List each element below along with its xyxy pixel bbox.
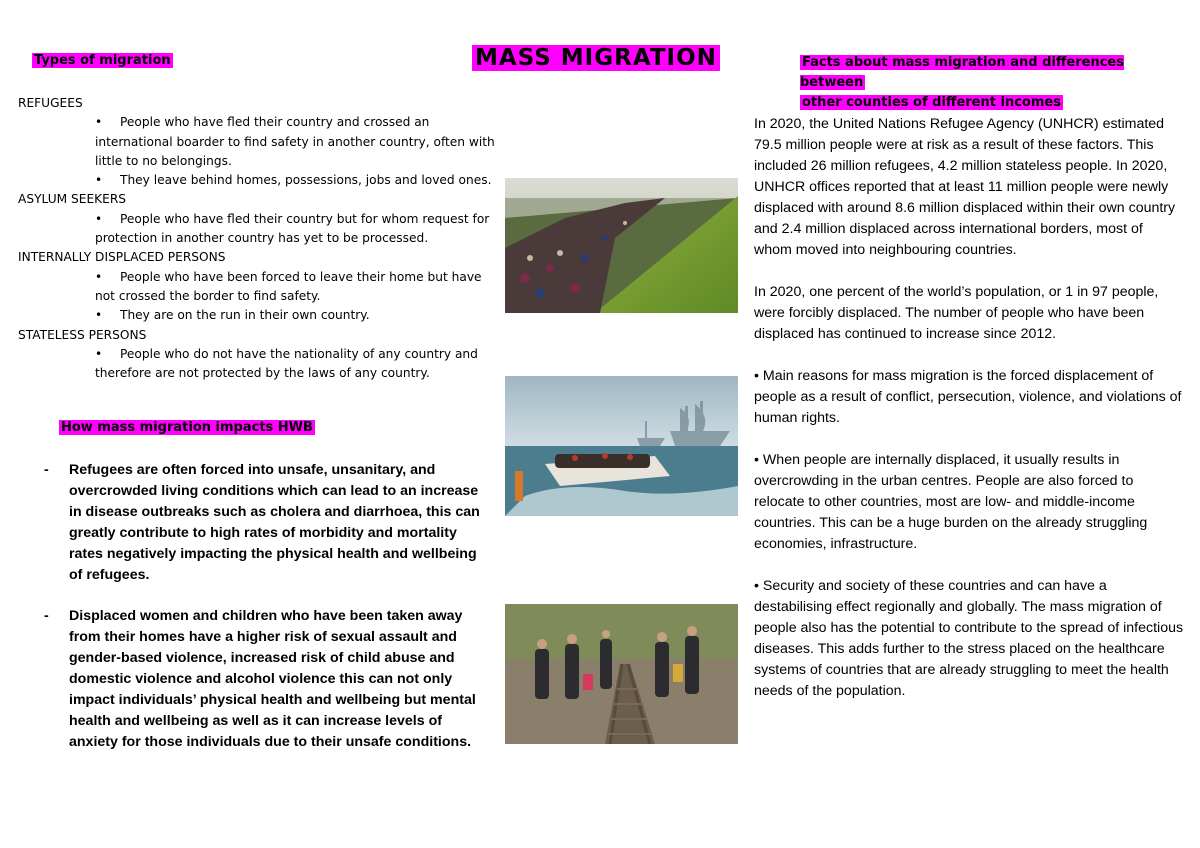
bullet-icon: •: [95, 269, 103, 284]
list-item: • People who have fled their country but for whom request for protection in another country has yet to be processed.: [95, 211, 490, 246]
category-refugees: REFUGEES: [18, 96, 83, 110]
list-item: - Displaced women and children who have been taken away from their homes have a higher risk of sexual assault and gender-based violence, increased risk of child abuse and domestic violence and alcohol violence this can not only impact individuals’ physical health and wellbeing but mental health and wellbeing as well as it can increase levels of anxiety for those individuals due to their unsafe conditions.: [44, 608, 476, 750]
types-heading: Types of migration: [34, 53, 171, 68]
facts-paragraph: • Security and society of these countries and can have a destabilising effect regionally and globally. The mass migration of people also has the potential to contribute to the spread of infectious diseases. This adds further to the stress placed on the healthcare systems of countries that are already struggling to meet the health needs of the population.: [754, 578, 1184, 699]
boat-at-sea-photo: [505, 376, 738, 516]
people-on-railway-photo: [505, 604, 738, 744]
category-stateless: STATELESS PERSONS: [18, 327, 147, 342]
list-item: • They leave behind homes, possessions, jobs and loved ones.: [95, 171, 498, 190]
hwb-heading: How mass migration impacts HWB: [61, 420, 313, 435]
facts-heading-line2: other counties of different incomes: [802, 95, 1061, 110]
facts-paragraph: • Main reasons for mass migration is the forced displacement of people as a result of conflict, persecution, violence, and violations of human rights.: [754, 368, 1182, 426]
list-item: • People who have been forced to leave their home but have not crossed the border to find safety.: [95, 269, 482, 303]
bullet-icon: •: [95, 211, 103, 226]
facts-paragraph: In 2020, the United Nations Refugee Agency (UNHCR) estimated 79.5 million people were at risk as a result of these factors. This included 26 million refugees, 4.2 million stateless people. In 2020, UNHCR offices reported that at least 11 million people were newly displaced with around 8.6 million displaced within their own country and 2.4 million displaced across international borders, most of whom moved into neighbouring countries.: [754, 116, 1176, 258]
facts-body: [754, 114, 1184, 723]
facts-paragraph: In 2020, one percent of the world’s population, or 1 in 97 people, were forcibly displaced. The number of people who have been displaced has continued to increase since 2012.: [754, 284, 1159, 342]
list-item: - Refugees are often forced into unsafe, unsanitary, and overcrowded living conditions which can lead to an increase in disease outbreaks such as cholera and diarrhoea, this can greatly contribute to high rates of morbidity and mortality rates negatively impacting the physical health and wellbeing of refugees.: [44, 462, 480, 583]
category-internally-displaced: INTERNALLY DISPLACED PERSONS: [18, 250, 226, 265]
facts-heading-line1: Facts about mass migration and differences between: [800, 55, 1124, 90]
list-item: • They are on the run in their own country.: [95, 306, 498, 325]
list-item: • People who have fled their country and crossed an international boarder to find safety in another country, often with little to no belongings.: [95, 115, 495, 168]
dash-bullet-icon: -: [44, 608, 49, 624]
bullet-icon: •: [95, 308, 103, 323]
category-asylum-seekers: ASYLUM SEEKERS: [18, 192, 127, 207]
bullet-icon: •: [95, 173, 103, 188]
crowd-walking-photo: [505, 178, 738, 313]
types-list: [18, 94, 498, 383]
hwb-list: [44, 460, 489, 773]
bullet-icon: •: [95, 115, 103, 130]
facts-heading: [800, 53, 1180, 113]
bullet-icon: •: [95, 346, 103, 361]
page-title: MASS MIGRATION: [472, 45, 720, 71]
dash-bullet-icon: -: [44, 462, 49, 478]
list-item: • People who do not have the nationality of any country and therefore are not protected by the laws of any country.: [95, 346, 478, 381]
facts-paragraph: • When people are internally displaced, it usually results in overcrowding in the urban centres. People are also forced to relocate to other countries, most are low- and middle-income countries. This can be a huge burden on the already struggling economies, infrastructure.: [754, 452, 1148, 552]
